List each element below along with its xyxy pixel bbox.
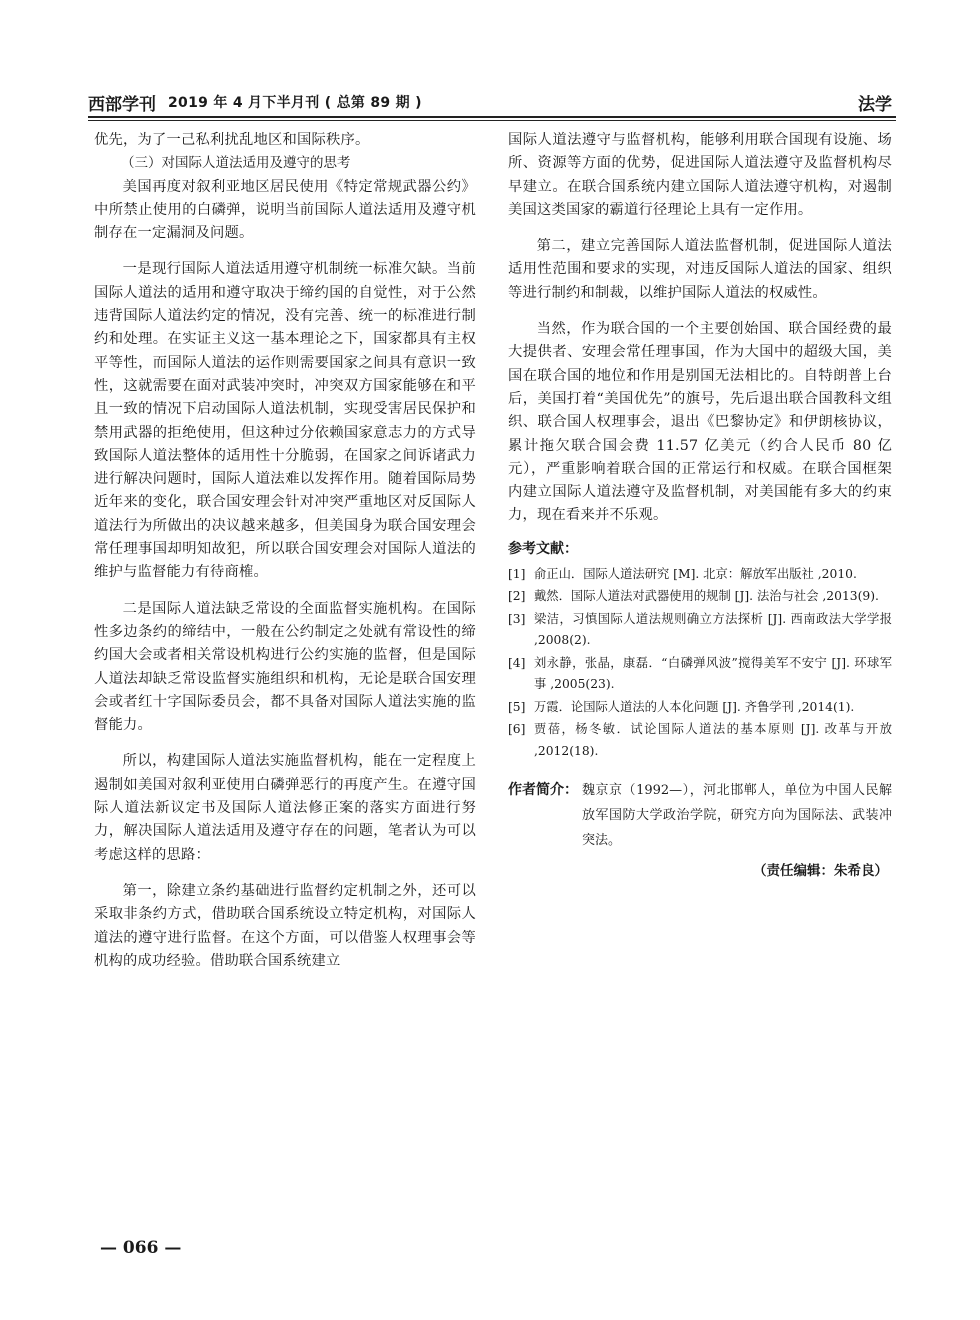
reference-number: [1] [508,566,526,581]
reference-number: [4] [508,655,526,670]
author-bio [508,778,892,853]
reference-text: 俞正山．国际人道法研究 [M]. 北京：解放军出版社 ,2010. [534,566,857,581]
paragraph: 第一，除建立条约基础进行监督约定机制之外，还可以采取非条约方式，借助联合国系统设立特定机构，对国际人道法的遵守进行监督。在这个方面，可以借鉴人权理事会等机构的成功经验。借助联合国系统建立 [94,882,476,969]
paragraph: 所以，构建国际人道法实施监督机构，能在一定程度上遏制如美国对叙利亚使用白磷弹恶行的再度产生。在遵守国际人道法新议定书及国际人道法修正案的落实方面进行努力，解决国际人道法适用及遵守存在的问题，笔者认为可以考虑这样的思路： [94,753,476,863]
reference-item [508,653,892,696]
left-column [94,129,476,973]
reference-number: [2] [508,589,526,604]
reference-text: 万霞．论国际人道法的人本化问题 [J]. 齐鲁学刊 ,2014(1). [534,699,855,714]
paragraph: 第二，建立完善国际人道法监督机制，促进国际人道法适用性范围和要求的实现，对违反国际人道法的国家、组织等进行制约和制裁，以维护国际人道法的权威性。 [508,238,892,301]
reference-item [508,609,892,652]
author-label: 作者简介： [508,782,578,799]
reference-text: 刘永静，张晶，康磊．“白磷弹风波”搅得美军不安宁 [J]. 环球军事 ,2005(23). [534,655,892,692]
reference-number: [5] [508,699,526,714]
section-subheading: （三）对国际人道法适用及遵守的思考 [121,155,351,172]
reference-item [508,564,892,586]
reference-text: 戴然．国际人道法对武器使用的规制 [J]. 法治与社会 ,2013(9). [534,589,879,604]
paragraph: 美国再度对叙利亚地区居民使用《特定常规武器公约》中所禁止使用的白磷弹，说明当前国际人道法适用及遵守机制存在一定漏洞及问题。 [94,178,476,242]
reference-item [508,586,892,608]
paragraph: 一是现行国际人道法适用遵守机制统一标准欠缺。当前国际人道法的适用和遵守取决于缔约国的自觉性，对于公然违背国际人道法约定的情况，没有完善、统一的标准进行制约和处理。在实证主义这一基本理论之下，国家都具有主权平等性，而国际人道法的运作则需要国家之间具有意识一致性，这就需要在面对武装冲突时，冲突双方国家能够在和平且一致的情况下启动国际人道法机制，实现受害居民保护和禁用武器的拒绝使用，但这种过分依赖国家意志力的方式导致国际人道法整体的适用性十分脆弱，在国家之间诉诸武力进行解决问题时，国际人道法难以发挥作用。随着国际局势近年来的变化，联合国安理会针对冲突严重地区对反国际人道法行为所做出的决议越来越多，但美国身为联合国安理会常任理事国却明知故犯，所以联合国安理会对国际人道法的维护与监督能力有待商榷。 [94,261,476,581]
section-title: 法学 [858,95,892,115]
references-title: 参考文献： [508,540,578,557]
paragraph: 优先，为了一己私利扰乱地区和国际秩序。 [94,132,370,148]
reference-item [508,719,892,762]
page-header [88,88,896,114]
page-number: — 066 — [100,1238,182,1258]
reference-list [508,564,892,763]
issue-info: 2019 年 4 月下半月刊 ( 总第 89 期 ) [168,95,422,111]
reference-number: [6] [508,722,526,737]
reference-text: 贾蓓，杨冬敏．试论国际人道法的基本原则 [J]. 改革与开放 ,2012(18). [534,722,892,758]
responsible-editor: （责任编辑：朱希良） [753,863,888,880]
header-rule [88,116,896,118]
paragraph: 当然，作为联合国的一个主要创始国、联合国经费的最大提供者、安理会常任理事国，作为大国中的超级大国，美国在联合国的地位和作用是别国无法相比的。自特朗普上台后，美国打着“美国优先”的旗号，先后退出联合国教科文组织、联合国人权理事会，退出《巴黎协定》和伊朗核协议，累计拖欠联合国会费 11.57 亿美元（约合人民币 80 亿元），严重影响着联合国的正常运行和权威。在联合国框架内建立国际人道法遵守及监督机制，对美国能有多大的约束力，现在看来并不乐观。 [508,321,892,524]
author-text: 魏京京（1992—），河北邯郸人，单位为中国人民解放军国防大学政治学院，研究方向为国际法、武装冲突法。 [582,783,892,849]
reference-text: 梁洁，习慎国际人道法规则确立方法探析 [J]. 西南政法大学学报 ,2008(2). [534,611,892,648]
right-column [508,129,892,879]
reference-number: [3] [508,611,526,626]
journal-logo: 西部学刊 [88,95,156,115]
paragraph: 国际人道法遵守与监督机构，能够利用联合国现有设施、场所、资源等方面的优势，促进国际人道法遵守及监督机构尽早建立。在联合国系统内建立国际人道法遵守机构，对遏制美国这类国家的霸道行径理论上具有一定作用。 [508,132,892,218]
reference-item [508,697,892,719]
paragraph: 二是国际人道法缺乏常设的全面监督实施机构。在国际性多边条约的缔结中，一般在公约制定之处就有常设性的缔约国大会或者相关常设机构进行公约实施的监督，但是国际人道法却缺乏常设监督实施组织和机构，无论是联合国安理会或者红十字国际委员会，都不具备对国际人道法实施的监督能力。 [94,600,476,734]
header-rule-thin [88,120,896,121]
